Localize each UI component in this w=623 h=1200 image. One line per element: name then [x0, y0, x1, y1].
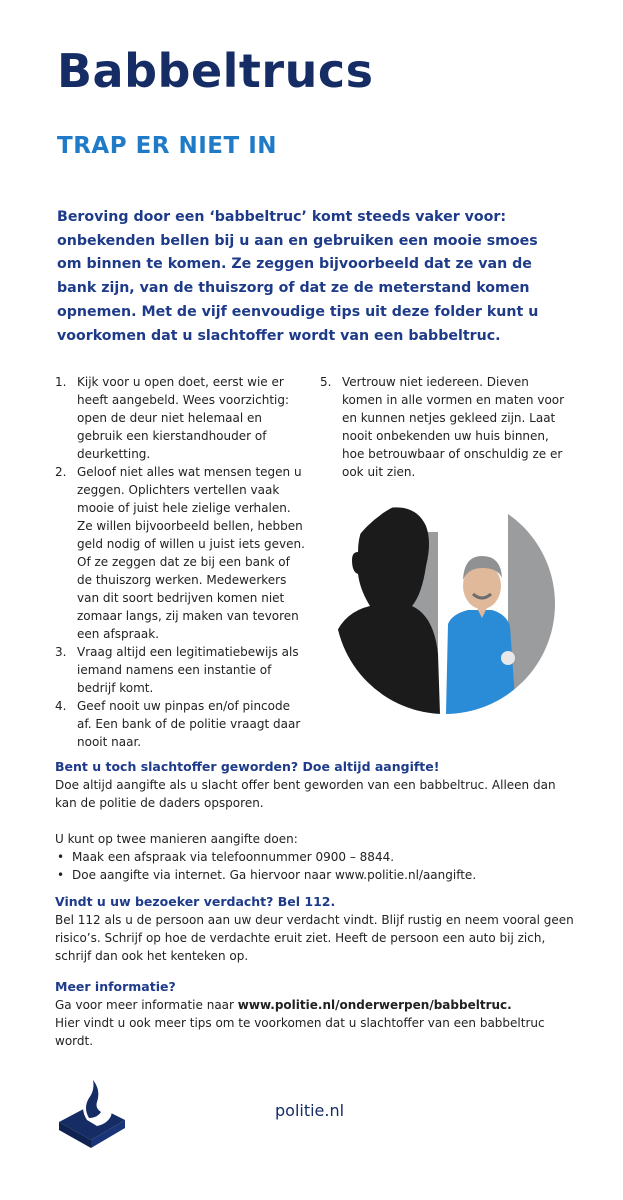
report-way-text: Doe aangifte via internet. Ga hiervoor naar www.politie.nl/aangifte.: [72, 868, 477, 882]
door-shape: [508, 504, 560, 714]
tip-text: Geloof niet alles wat mensen tegen u zeggen. Oplichters vertellen vaak mooie of juist hele zielige verhalen. Ze willen bijvoorbeeld bellen, hebben geld nodig of willen u juist iets geven. Of ze zeggen dat ze bij een bank of de thuiszorg werken. Medewerkers van dit soort bedrijven komen niet zomaar langs, zij maken van tevoren een afspraak.: [77, 465, 305, 641]
more-info-link[interactable]: www.politie.nl/onderwerpen/babbeltruc.: [237, 998, 512, 1012]
tip-item-3: [55, 643, 305, 697]
more-info-line-2: Hier vindt u ook meer tips om te voorkomen dat u slachtoffer van een babbeltruc wordt.: [55, 1016, 545, 1048]
more-info-heading: Meer informatie?: [55, 979, 176, 994]
suspect-heading: Vindt u uw bezoeker verdacht? Bel 112.: [55, 894, 336, 909]
page-subtitle: TRAP ER NIET IN: [57, 133, 278, 159]
tip-text: Vertrouw niet iedereen. Dieven komen in alle vormen en maten voor en kunnen netjes gekleed zijn. Laat nooit onbekenden uw huis binnen, hoe betrouwbaar of onschuldig ze er ook uit zien.: [342, 375, 565, 479]
more-info-section: [55, 978, 575, 1050]
bullet-icon: •: [57, 850, 65, 864]
tip-text: Kijk voor u open doet, eerst wie er heeft aangebeld. Wees voorzichtig: open de deur niet helemaal en gebruik een kierstandhouder of deurketting.: [77, 375, 290, 461]
suspect-section: [55, 893, 575, 965]
doorstep-scene-illustration: [330, 494, 560, 714]
tip-item-2: [55, 463, 305, 643]
report-way-text: Maak een afspraak via telefoonnummer 0900 – 8844.: [72, 850, 395, 864]
bullet-icon: •: [57, 868, 65, 882]
more-info-prefix: Ga voor meer informatie naar: [55, 998, 238, 1012]
tip-text: Geef nooit uw pinpas en/of pincode af. Een bank of de politie vraagt daar nooit naar.: [77, 699, 301, 749]
tip-item-5: [320, 373, 565, 481]
page-title: Babbeltrucs: [57, 44, 374, 98]
politie-flame-logo-icon: [57, 1060, 127, 1150]
tip-item-1: [55, 373, 305, 463]
tip-number: 4.: [55, 699, 67, 713]
victim-text: Doe altijd aangifte als u slacht offer bent geworden van een babbeltruc. Alleen dan kan de politie de daders opsporen.: [55, 778, 556, 810]
report-way-item: [55, 866, 575, 884]
tip-number: 2.: [55, 465, 67, 479]
tips-list-left: [55, 373, 305, 751]
report-way-item: [55, 848, 575, 866]
tip-number: 3.: [55, 645, 67, 659]
more-info-line-1: [55, 996, 575, 1014]
victim-section: [55, 758, 575, 884]
report-ways-intro: U kunt op twee manieren aangifte doen:: [55, 832, 298, 846]
tip-text: Vraag altijd een legitimatiebewijs als iemand namens een instantie of bedrijf komt.: [77, 645, 299, 695]
tip-number: 5.: [320, 375, 332, 389]
politie-website-link[interactable]: politie.nl: [275, 1101, 345, 1120]
suspect-text: Bel 112 als u de persoon aan uw deur verdacht vindt. Blijf rustig en neem vooral geen risico’s. Schrijf op hoe de verdachte eruit ziet. Heeft de persoon een auto bij zich, schrijf dan ook het kenteken op.: [55, 913, 574, 963]
report-ways-list: [55, 848, 575, 884]
tips-list-right: [320, 373, 565, 481]
tip-number: 1.: [55, 375, 67, 389]
tip-item-4: [55, 697, 305, 751]
intro-paragraph: Beroving door een ‘babbeltruc’ komt steeds vaker voor: onbekenden bellen bij u aan en gebruiken een mooie smoes om binnen te komen. Ze zeggen bijvoorbeeld dat ze van de bank zijn, van de thuiszorg of dat ze de meterstand komen opnemen. Met de vijf eenvoudige tips uit deze folder kunt u voorkomen dat u slachtoffer wordt van een babbeltruc.: [57, 209, 539, 344]
victim-heading: Bent u toch slachtoffer geworden? Doe altijd aangifte!: [55, 759, 440, 774]
